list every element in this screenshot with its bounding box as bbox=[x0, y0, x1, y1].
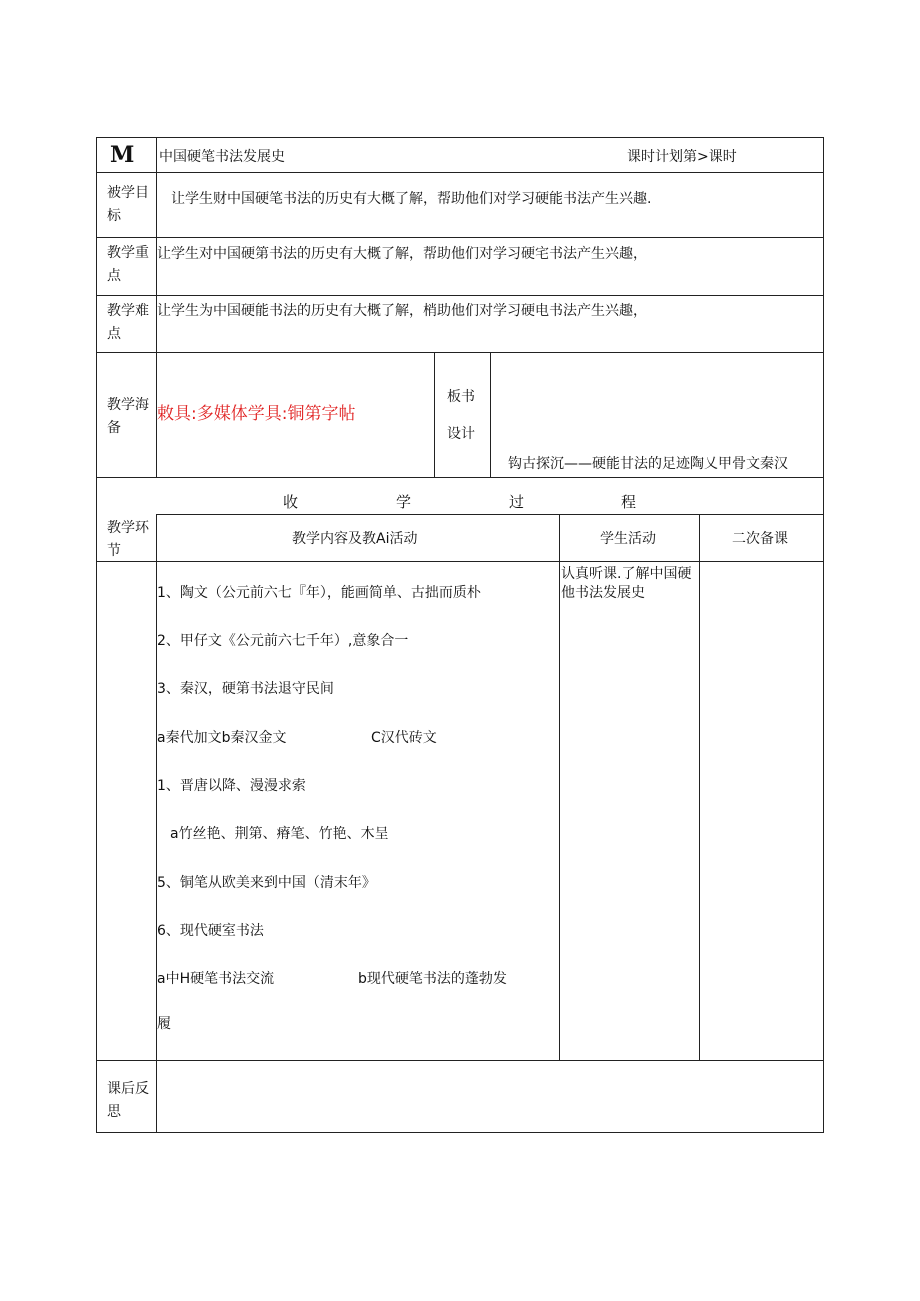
process-title-char: 程 bbox=[621, 493, 637, 511]
content-line: b现代硬笔书法的蓬勃发 bbox=[358, 971, 507, 987]
process-title-char: 过 bbox=[509, 493, 525, 511]
student-activity-text: 认真听课.了解中国硬 bbox=[561, 566, 692, 582]
second-prep-column-header: 二次备课 bbox=[732, 531, 788, 547]
content-column-header: 教学内容及教Ai活动 bbox=[292, 531, 418, 547]
second-column-divider bbox=[699, 514, 700, 1061]
row-divider bbox=[96, 1060, 824, 1061]
process-title-char: 收 bbox=[283, 493, 299, 511]
board-column-divider bbox=[434, 352, 435, 478]
content-line: 1、晋唐以降、漫漫求索 bbox=[157, 778, 306, 794]
content-line: 履 bbox=[157, 1016, 171, 1032]
reflection-label: 课后反思 bbox=[107, 1081, 149, 1120]
row-divider bbox=[96, 561, 824, 562]
row-divider bbox=[96, 237, 824, 238]
preparation-text: 敕具:多媒体学具:铜第字帖 bbox=[157, 404, 356, 424]
content-line: a中H硬笔书法交流 bbox=[157, 971, 275, 987]
label-column-divider bbox=[156, 514, 157, 1133]
key-points-label: 教学重点 bbox=[107, 245, 149, 284]
content-line: a竹丝艳、荆第、瘠笔、竹艳、木呈 bbox=[170, 826, 389, 842]
row-divider bbox=[96, 352, 824, 353]
difficulty-label: 教学难点 bbox=[107, 303, 149, 342]
table-border-right bbox=[823, 137, 824, 1133]
content-line: a秦代加文b秦汉金文 bbox=[157, 730, 287, 746]
header-mark: M bbox=[110, 142, 135, 168]
table-border-top bbox=[96, 137, 824, 138]
table-border-bottom bbox=[96, 1132, 824, 1133]
row-divider bbox=[96, 172, 824, 173]
stage-column-header: 教学环节 bbox=[107, 520, 149, 559]
student-activity-text: 他书法发展史 bbox=[561, 585, 645, 601]
content-line: 3、秦汉，硬第书法退守民间 bbox=[157, 681, 334, 697]
content-line: 6、现代硬室书法 bbox=[157, 923, 264, 939]
content-line: 1、陶文（公元前六七『年），能画简单、古拙而质朴 bbox=[157, 585, 481, 601]
row-divider bbox=[96, 477, 824, 478]
content-line: 5、铜笔从欧美来到中国（清末年》 bbox=[157, 875, 376, 891]
row-divider bbox=[96, 295, 824, 296]
objective-text: 让学生财中国硬笔书法的历史有大概了解，帮助他们对学习硬能书法产生兴趣. bbox=[171, 191, 652, 207]
board-design-text: 钩古探沉——硬能甘法的足迹陶乂甲骨文秦汉 bbox=[508, 456, 788, 472]
objective-label: 被学目标 bbox=[107, 185, 149, 224]
student-column-header: 学生活动 bbox=[600, 531, 656, 547]
preparation-label: 教学海备 bbox=[107, 397, 149, 436]
board-design-label: 板书 bbox=[447, 389, 475, 405]
difficulty-text: 让学生为中国硬能书法的历史有大概了解，梢助他们对学习硬电书法产生兴趣， bbox=[157, 303, 647, 319]
student-column-divider bbox=[559, 514, 560, 1061]
content-line: C汉代砖文 bbox=[371, 730, 437, 746]
content-line: 2、甲仔文《公元前六七千年）,意象合一 bbox=[157, 633, 409, 649]
lesson-period: 课时计划第>课时 bbox=[627, 149, 737, 165]
lesson-title: 中国硬笔书法发展史 bbox=[159, 149, 285, 165]
key-points-text: 让学生对中国硬第书法的历史有大概了解，帮助他们对学习硬宅书法产生兴趣， bbox=[157, 246, 647, 262]
board-design-label: 设计 bbox=[447, 426, 475, 442]
table-border-left bbox=[96, 137, 97, 1133]
row-divider bbox=[156, 514, 824, 515]
board-column-divider bbox=[490, 352, 491, 478]
process-title-char: 学 bbox=[396, 493, 412, 511]
